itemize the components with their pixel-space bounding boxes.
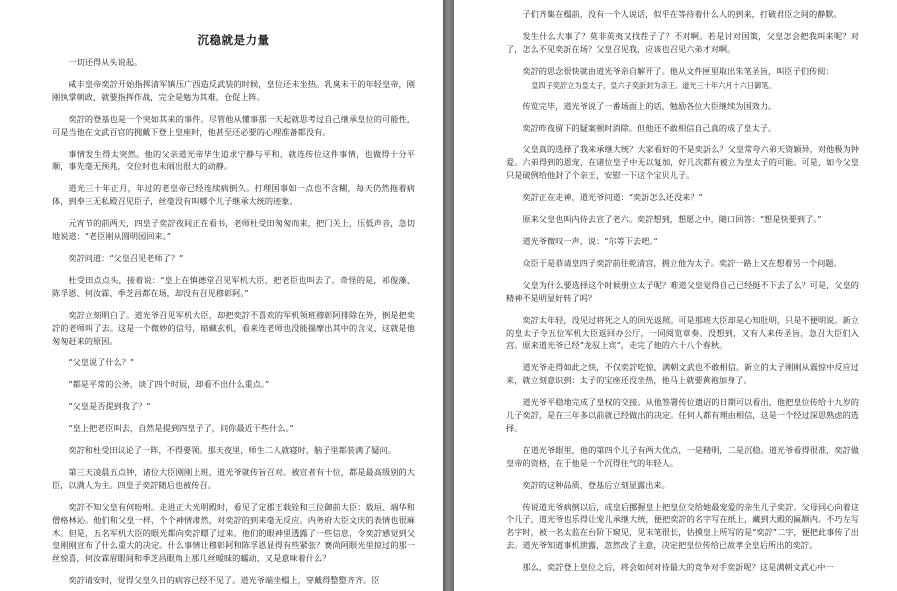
- body-paragraph: “父皇说了什么？”: [68, 357, 135, 368]
- body-paragraph: 原来父皇也叫内侍去宣了老六。奕詝想到，想愿之中，随口回答：“想是快要到了。”: [522, 214, 822, 225]
- body-paragraph: 奕詝昨夜留下的疑案顿时消除。但他还不敢相信自己真的成了皇太子。: [522, 122, 777, 133]
- left-page-body: [52, 56, 415, 587]
- body-paragraph: 子们齐集在榻前，没有一个人说话，似乎在等待着什么人的到来，打破君臣之间的静默。: [522, 9, 842, 19]
- body-paragraph: 事情发生得太突然。他的父亲道光帝毕生追求宁静与平和，就连传位这件事情，也做得十分平顺，事先毫无预兆，交位时也未闹出很大的动静。: [52, 148, 415, 172]
- body-paragraph: 道光爷微叹一声，说：“尔等下去吧。”: [522, 235, 658, 246]
- body-paragraph: “皇上把老臣叫去，自然是提到四皇子了，问你最近干些什么。”: [68, 423, 294, 434]
- body-paragraph: 奕詝请安时，觉得父皇久日的病容已经不见了。道光爷端坐榻上，穿戴得整整齐齐。臣: [68, 575, 380, 586]
- body-paragraph: 父皇为什么要选择这个时候册立太子呢？难道父皇觉得自己已经挺不下去了么？可是，父皇的精神不是明显好转了吗？: [506, 279, 859, 303]
- body-paragraph: 奕詝问道：“父皇召见老师了？”: [68, 252, 184, 263]
- body-paragraph: 奕詝的登基也是一个突如其来的事件。尽管他从懂事那一天起就思考过自己继承皇位的可能性，可是当他在文武百官的拥戴下登上皇座时，他甚至还必要的心理准备都没有。: [52, 113, 415, 137]
- page-gutter: [443, 0, 454, 591]
- body-paragraph: 元宵节的前两天，四皇子奕詝夜间正在看书，老师杜受田匆匆而来，把门关上，压低声音，急切地说道：“老臣刚从圆明园回来。”: [52, 218, 415, 242]
- body-paragraph: 奕詝的思念很快就由道光爷亲自解开了。他从文件匣里取出朱笔圣旨，叫臣子们传阅：: [522, 65, 834, 76]
- body-paragraph: 一切还得从头说起。: [68, 57, 143, 67]
- body-paragraph: “都是平常的公务，谈了四个时辰，却看不出什么重点。”: [68, 379, 270, 390]
- body-paragraph: 那么，奕詝登上皇位之后，将会如何对待最大的竞争对手奕訢呢？这是满朝文武心中一: [522, 562, 834, 573]
- body-paragraph: 奕詝和杜受田议论了一阵，不得要领。那天夜里，师生二人就寝时，脑子里都装满了疑问。: [68, 445, 396, 456]
- body-paragraph: 在道光爷眼里，他的第四个儿子有两大优点，一是精明，二是沉稳。道光爷看得很准，奕詝做皇帝的资格，在于他是一个沉得住气的年轻人。: [506, 444, 859, 468]
- body-paragraph: 第三天凌晨五点钟，诸位大臣刚刚上班，道光爷就传旨召对。被宣者有十位，都是最高级别的大臣，以满人为主。四皇子奕詝随后也被传召。: [52, 466, 415, 490]
- edict-quote: 皇四子奕詝立为皇太子，皇六子奕訢封为亲王。道光三十年六月十六日御笔。: [531, 80, 776, 90]
- body-paragraph: 众臣于是恭请皇四子奕詝前往乾清宫，拥立他为太子。奕詝一路上又在想着另一个问题。: [522, 257, 842, 268]
- body-paragraph: 传说道光爷病倒以后，成皇后挪握皇上把皇位交给她最宠爱的亲生儿子奕詝。父母同心向着这个儿子，道光爷也乐得让宠儿承继大统，便把奕詝的名字写在纸上，藏到大殿的匾额内。不巧左写名字时，被一名太监在台阶下窥见，见末笔很长，估摸皇上所写的是“奕詝”二字，便把此事传了出去。道光爷知道事机泄露，忽然改了主意，决定把皇位传给已故孝全皇后所出的奕詝。: [506, 501, 859, 551]
- body-paragraph: 发生什么大事了？莫非英夷又找茬子了？不对啊。若是讨对国策，父皇怎会把我叫来呢？对了，怎么不见奕訢在场？父皇召见我，应该也召见六弟才对啊。: [506, 30, 859, 54]
- body-paragraph: 奕詝正在走神，道光爷问道：“奕訢怎么还没来？”: [522, 192, 703, 203]
- body-paragraph: 道光三十年正月，年过的老皇帝已经连续病倒久。打理国事如一点也不含糊，每天仍然拖着病体，到奉三无私殿召见臣子，丝毫没有叫哪个儿子继承大统的迹象。: [52, 183, 415, 207]
- body-paragraph: “父皇是否提到我了？”: [68, 401, 151, 412]
- body-paragraph: 奕詝立刻明白了。道光爷召见军机大臣，却把奕詝不喜欢的军机领班穆彰阿排除在外，倒是把奕詝的老师叫了去。这是一个微妙的信号，暗藏玄机，看来连老师也没能揣摩出其中的含义，这就是他匆匆赶来的原因。: [52, 309, 415, 346]
- body-paragraph: 道光爷走得如此之快，不仅奕詝吃惊，满朝文武也不敢相信。新立的太子刚刚从震惊中反应过来，就立刻意识到：太子的宝座还没坐热，他马上就要黄袍加身了。: [506, 362, 859, 386]
- left-page: [0, 0, 443, 591]
- chapter-title: 沉稳就是力量: [197, 33, 270, 47]
- body-paragraph: 杜受田点点头，接着说：“皇上在慎德堂召见军机大臣，把老臣也叫去了。奇怪的是，祁俊藻、陈孚恩、何汝霖、季芝昌都在场，却没有召见穆彰阿。”: [52, 274, 415, 298]
- body-paragraph: 道光爷平稳地完成了皇权的交接。从他签署传位遗诏的日期可以看出，他把皇位传给十九岁的儿子奕詝，是在三年多以前就已经做出的决定。任何人都有理由相信，这是一个经过深思熟虑的选择。: [506, 397, 859, 433]
- body-paragraph: 奕詝不知父皇有何吩咐。走进正大光明殿时，看见了定郡王载铨和三位御前大臣：载垣、端华和僧格林沁。他们和父皇一样，个个神情肃然，对奕詝的到来毫无反应。内务府大臣文庆的表情也很麻木。但是，五名军机大臣的眼光都向奕詝瞟了过来。他们的眼神里透露了一些信息，令奕詝感觉到父皇刚刚宣布了什么重大的决定。什么事情让穆彰阿和陈孚恩显得有些紧张？赛尚阿眼光里掠过的那一丝惊喜，何汝霖眉眼间和季芝昌眼角上那几丝暧昧的蠕动，又是意味着什么？: [52, 501, 415, 564]
- right-page-body-top: [506, 8, 859, 78]
- body-paragraph: 咸丰皇帝奕詝开始指挥清军镇压广西造反武装的时候，皇位还未坐热。乳臭未干的年轻皇帝，刚刚执掌朝政，就要指挥作战，完全是勉为其难，仓促上阵。: [52, 78, 415, 102]
- right-page: [454, 0, 897, 591]
- body-paragraph: 奕詝的这种品质，登基后立刻显露出来。: [522, 479, 670, 490]
- body-paragraph: 奕詝太年轻，没见过将死之人的回光返照。可是那班大臣却是心知肚明，只是不便明说。新立的皇太子令五位军机大臣返回办公厅，一同阅览章奏。没想到，又有人来传圣旨，急召大臣们入宫。原来道光爷已经“龙驭上宾”，走完了他的六十八个春秋。: [506, 314, 859, 351]
- body-paragraph: 父皇真的选择了我来承继大统？大家看好的不是奕訢么？父皇常夸六弟天资颖异，对他极为钟爱。六弟得到的恩宠，在诸位皇子中无以复加，好几次都有被立为皇太子的可能。可是，如今父皇只是破例给他封了个亲王，安慰一下这个宝贝儿子。: [506, 144, 859, 181]
- body-paragraph: 传览完毕，道光爷说了一番场面上的话，勉励各位大臣继续为国效力。: [522, 100, 777, 111]
- right-page-body-bottom: [506, 100, 859, 574]
